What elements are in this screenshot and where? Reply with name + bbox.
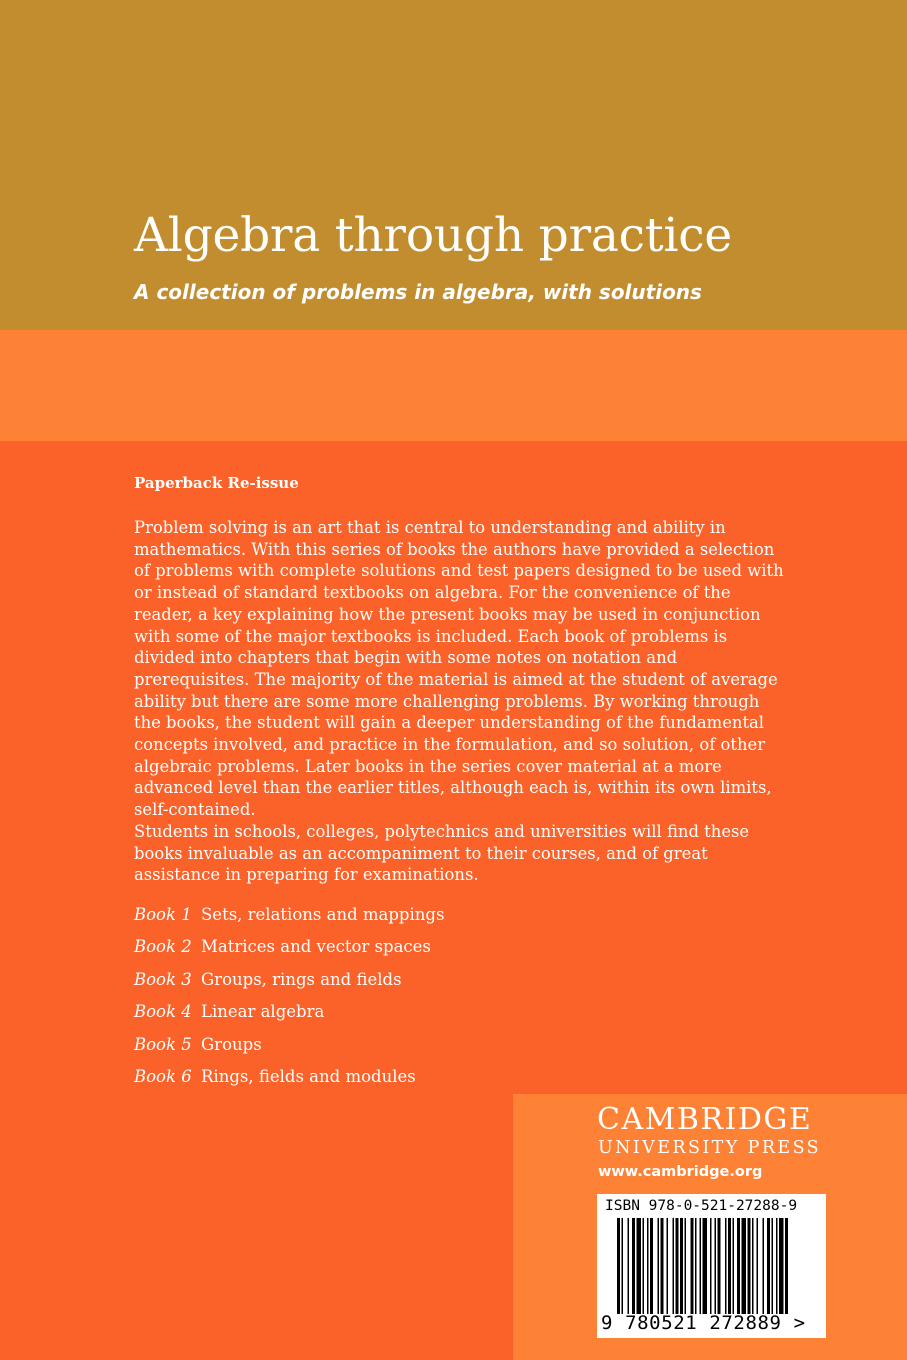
barcode-stripe: [628, 1218, 630, 1314]
barcode-stripe: [667, 1218, 669, 1314]
barcode-stripe: [680, 1218, 683, 1314]
barcode-stripe: [685, 1218, 687, 1314]
barcode-bars: [617, 1218, 809, 1314]
book-list-item: [134, 970, 444, 1002]
barcode-stripe: [637, 1218, 642, 1314]
publisher-block: [513, 1094, 907, 1360]
blurb-paragraph: Problem solving is an art that is central to understanding and ability in mathematics. With this series of books the authors have provided a selection of problems with complete solutions and test papers designed to be used with or instead of standard textbooks on algebra. For the convenience of the reader, a key explaining how the present books may be used in conjunction with some of the major textbooks is included. Each book of problems is divided into chapters that begin with some notes on notation and prerequisites. The majority of the material is aimed at the student of average ability but there are some more challenging problems. By working through the books, the student will gain a deeper understanding of the fundamental concepts involved, and practice in the formulation, and so solution, of other algebraic problems. Later books in the series cover material at a more advanced level than the earlier titles, although each is, within its own limits, self-contained.: [134, 518, 784, 820]
barcode-stripe: [737, 1218, 740, 1314]
book-number: Book 5: [134, 1034, 192, 1054]
book-title: Algebra through practice: [134, 208, 733, 263]
barcode-stripe: [632, 1218, 635, 1314]
barcode-stripe: [772, 1218, 774, 1314]
barcode-stripe: [715, 1218, 717, 1314]
book-list-title: Matrices and vector spaces: [201, 937, 431, 957]
barcode-stripe: [733, 1218, 735, 1314]
ean-digits: 9 780521 272889 >: [601, 1312, 806, 1334]
barcode-stripe: [647, 1218, 649, 1314]
book-number: Book 3: [134, 969, 192, 989]
barcode-stripe: [757, 1218, 759, 1314]
book-number: Book 6: [134, 1066, 192, 1086]
barcode-stripe: [676, 1218, 679, 1314]
book-list-title: Groups, rings and fields: [201, 969, 402, 989]
barcode-stripe: [752, 1218, 754, 1314]
barcode-stripe: [763, 1218, 765, 1314]
book-number: Book 4: [134, 1002, 192, 1022]
barcode-stripe: [728, 1218, 731, 1314]
book-list-item: [134, 1002, 444, 1034]
barcode-stripe: [658, 1218, 660, 1314]
barcode-stripe: [691, 1218, 694, 1314]
series-book-list: [134, 905, 444, 1099]
barcode-stripe: [710, 1218, 712, 1314]
barcode-stripe: [643, 1218, 645, 1314]
book-number: Book 1: [134, 905, 192, 924]
barcode-stripe: [661, 1218, 664, 1314]
barcode-stripe: [718, 1218, 721, 1314]
barcode-stripe: [673, 1218, 675, 1314]
blurb-paragraph: Students in schools, colleges, polytechnics and universities will find these books invaluable as an accompaniment to their courses, and of great assistance in preparing for examinations.: [134, 821, 750, 885]
barcode-stripe: [725, 1218, 727, 1314]
barcode-stripe: [700, 1218, 702, 1314]
book-list-title: Groups: [201, 1034, 262, 1054]
publisher-name: CAMBRIDGE: [597, 1102, 813, 1137]
back-cover-blurb: [134, 517, 789, 886]
barcode-stripe: [695, 1218, 697, 1314]
barcode-panel: [597, 1194, 826, 1338]
book-number: Book 2: [134, 937, 192, 957]
book-list-item: [134, 905, 444, 937]
barcode-stripe: [748, 1218, 751, 1314]
book-list-title: Linear algebra: [201, 1002, 325, 1022]
book-list-item: [134, 937, 444, 969]
book-list-title: Rings, fields and modules: [201, 1066, 416, 1086]
barcode-stripe: [785, 1218, 788, 1314]
barcode-stripe: [742, 1218, 747, 1314]
book-list-item: [134, 1035, 444, 1067]
barcode-stripe: [776, 1218, 778, 1314]
publisher-website: www.cambridge.org: [598, 1164, 763, 1180]
barcode-stripe: [779, 1218, 784, 1314]
barcode-stripe: [650, 1218, 653, 1314]
book-list-title: Sets, relations and mappings: [201, 905, 445, 924]
book-list-item: [134, 1067, 444, 1099]
barcode-stripe: [703, 1218, 708, 1314]
barcode-stripe: [617, 1218, 620, 1314]
isbn-label: ISBN 978-0-521-27288-9: [605, 1198, 798, 1214]
edition-label: Paperback Re-issue: [134, 474, 299, 492]
barcode-stripe: [622, 1218, 624, 1314]
barcode-stripe: [767, 1218, 770, 1314]
publisher-press: UNIVERSITY PRESS: [598, 1138, 822, 1158]
book-subtitle: A collection of problems in algebra, with solutions: [134, 280, 702, 304]
middle-color-band: [0, 330, 907, 441]
